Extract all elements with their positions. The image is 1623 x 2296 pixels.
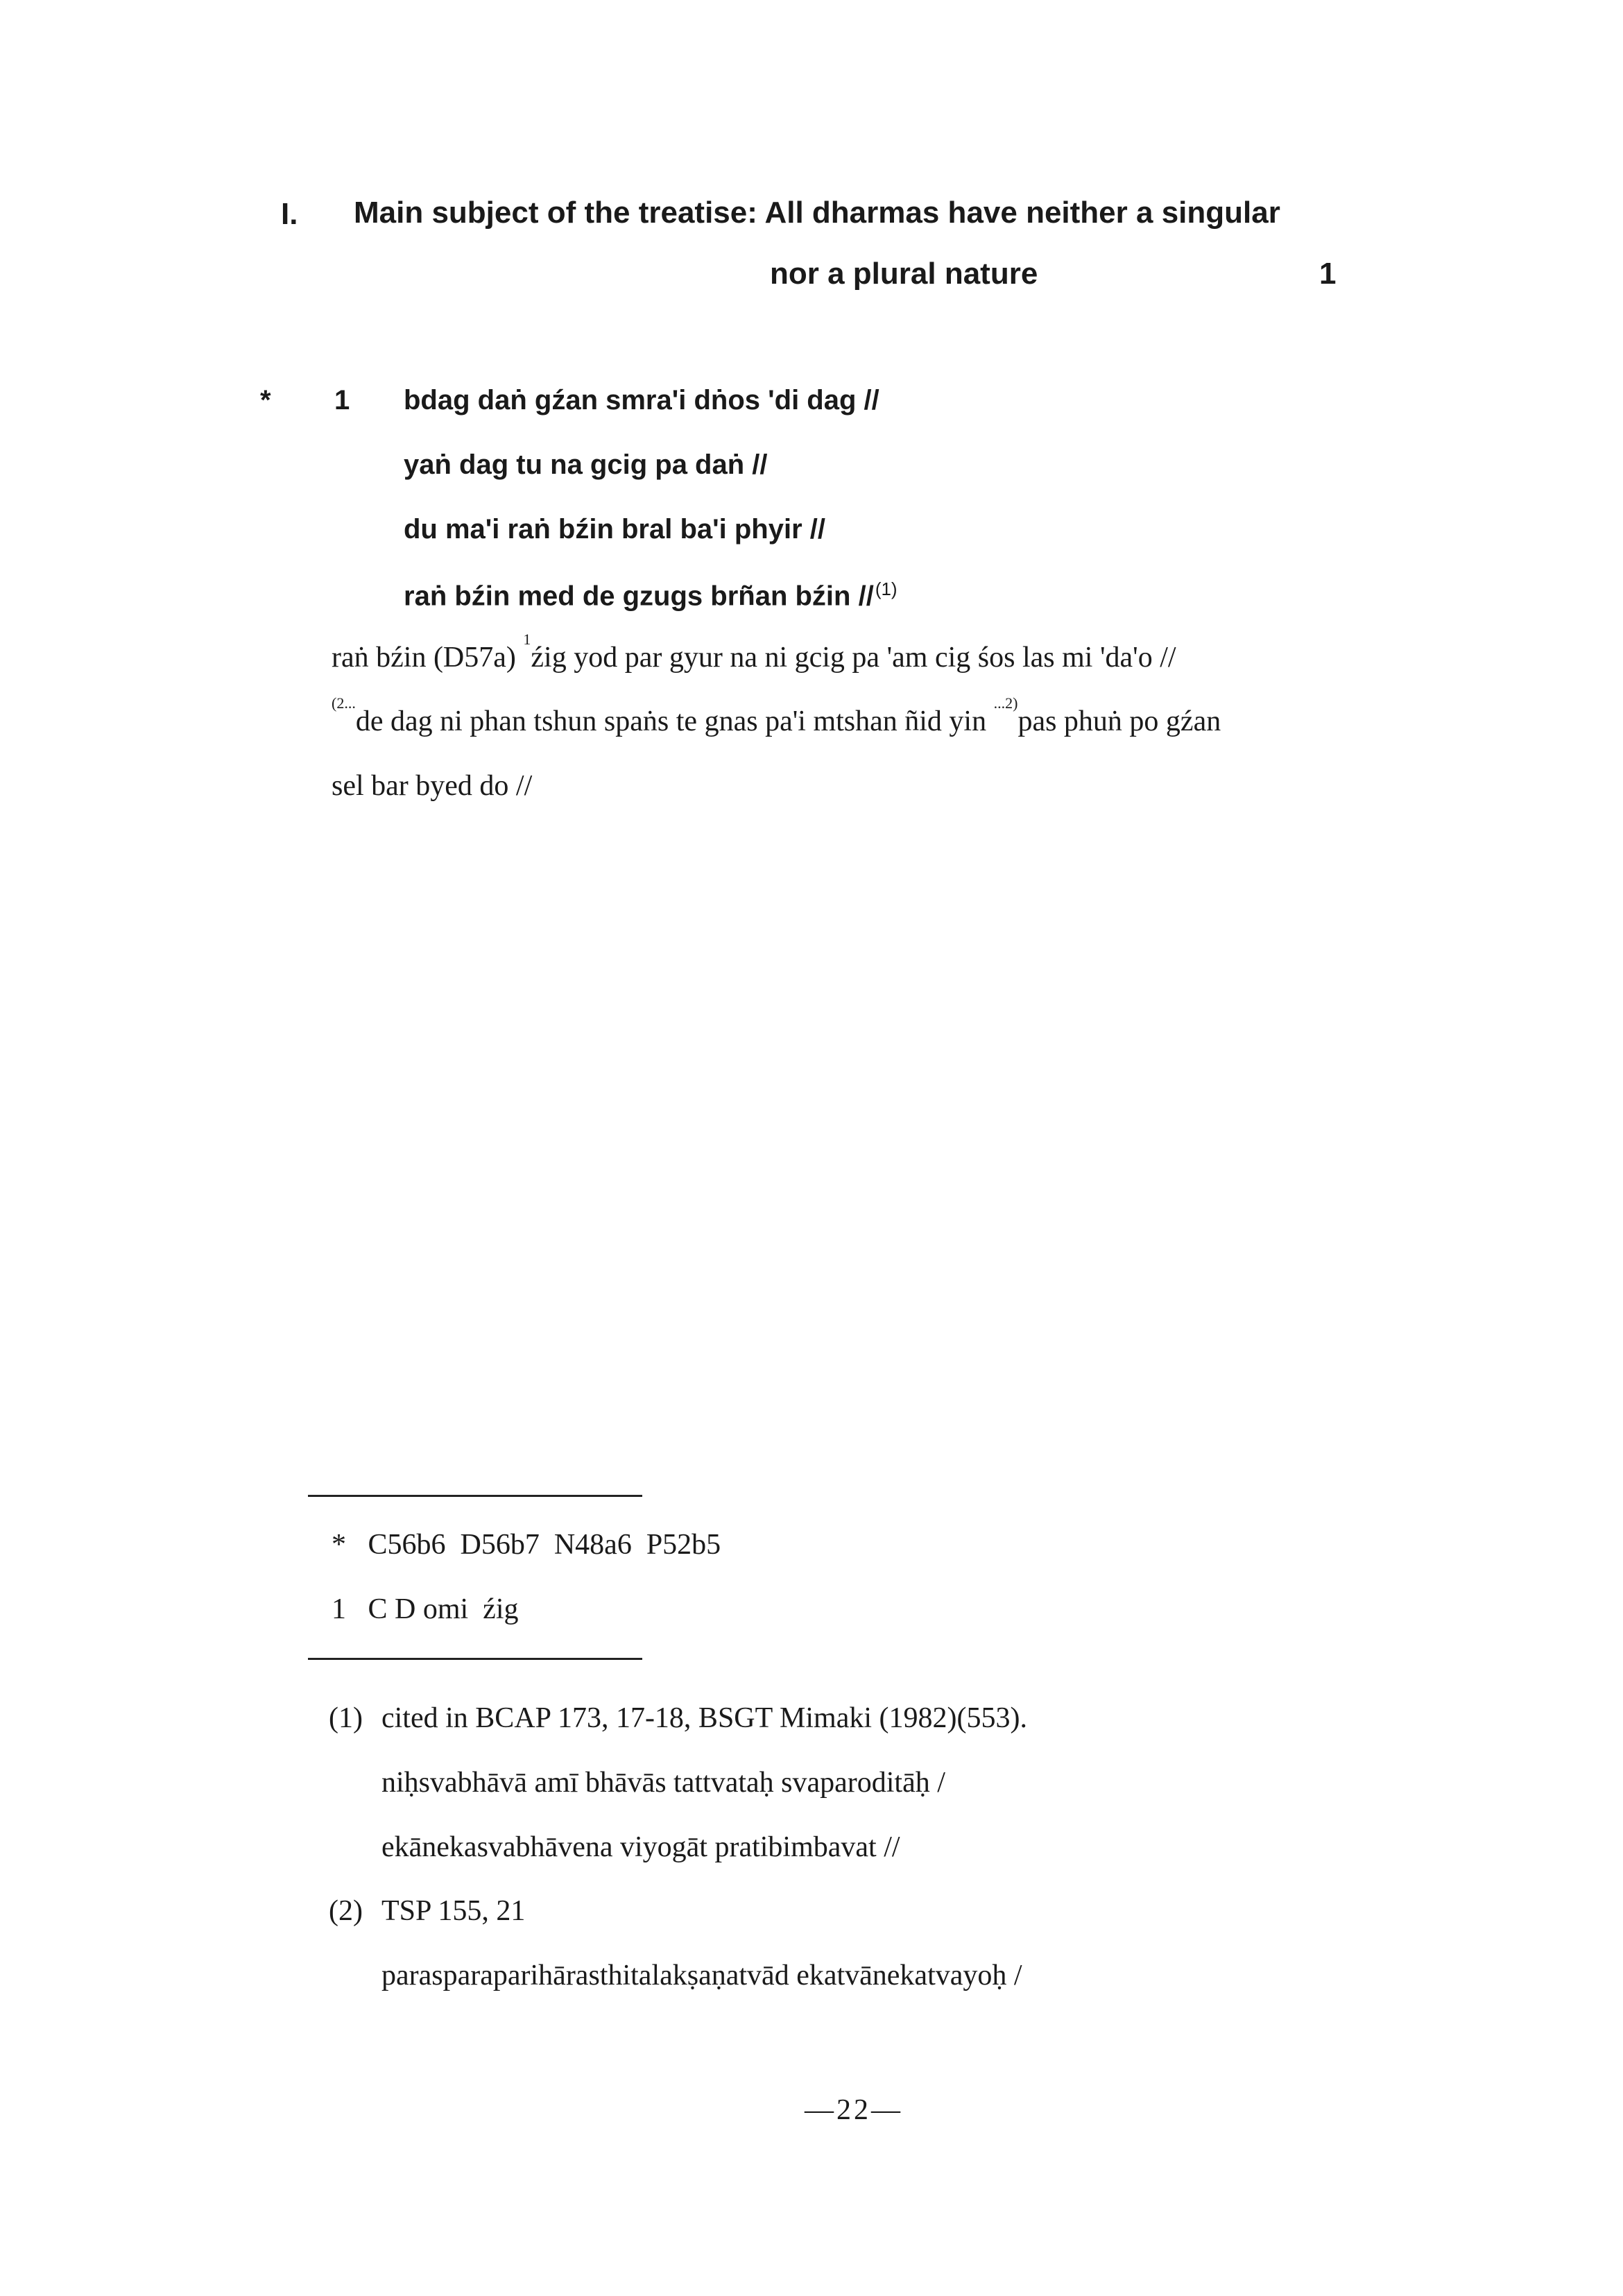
verse-line (404, 579, 898, 612)
verse-line: du ma'i raṅ bźin bral ba'i phyir // (404, 514, 826, 545)
note-line: parasparaparihārasthitalakṣaṇatvād ekatvānekatvayoḥ / (381, 1960, 1022, 1991)
verse-line: yaṅ dag tu na gcig pa daṅ // (404, 449, 768, 480)
note-line: ekānekasvabhāvena viyogāt pratibimbavat // (381, 1831, 900, 1863)
divider (308, 1658, 642, 1660)
variant-marker: 1 (523, 631, 531, 648)
commentary-text: raṅ bźin (D57a) (332, 642, 524, 674)
commentary-text: de dag ni phan tshun spaṅs te gnas pa'i mtshan ñid yin (355, 705, 994, 737)
section-title-line2: nor a plural nature (770, 257, 1038, 291)
section-title-line1: Main subject of the treatise: All dharmas have neither a singular (354, 196, 1280, 230)
section-number: I. (281, 197, 298, 231)
commentary-text: źig yod par gyur na ni gcig pa 'am cig śos las mi 'da'o // (531, 642, 1176, 674)
commentary-line (332, 631, 1176, 674)
apparatus-line: 1 C D omi źig (332, 1593, 519, 1625)
commentary-line (332, 694, 1221, 738)
note-label: (2) (329, 1895, 363, 1927)
note-line: niḥsvabhāvā amī bhāvās tattvataḥ svaparoditāḥ / (381, 1767, 945, 1799)
apparatus-line: * C56b6 D56b7 N48a6 P52b5 (332, 1529, 721, 1561)
note-close-marker: ...2) (993, 694, 1018, 712)
divider (308, 1495, 642, 1497)
page-number: —22— (805, 2094, 903, 2126)
verse-reference: 1 (1319, 257, 1337, 291)
note-label: (1) (329, 1702, 363, 1734)
note-open-marker: (2... (332, 694, 356, 712)
note-line: TSP 155, 21 (381, 1895, 526, 1927)
note-line: cited in BCAP 173, 17-18, BSGT Mimaki (1982)(553). (381, 1702, 1027, 1734)
verse-asterisk: * (260, 385, 271, 415)
commentary-text: pas phuṅ po gźan (1017, 705, 1221, 737)
verse-number: 1 (334, 385, 350, 415)
commentary-line: sel bar byed do // (332, 770, 533, 802)
verse-line: bdag daṅ gźan smra'i dṅos 'di dag // (404, 385, 879, 415)
verse-line-text: raṅ bźin med de gzugs brñan bźin // (404, 581, 874, 612)
footnote-marker: (1) (875, 579, 898, 599)
